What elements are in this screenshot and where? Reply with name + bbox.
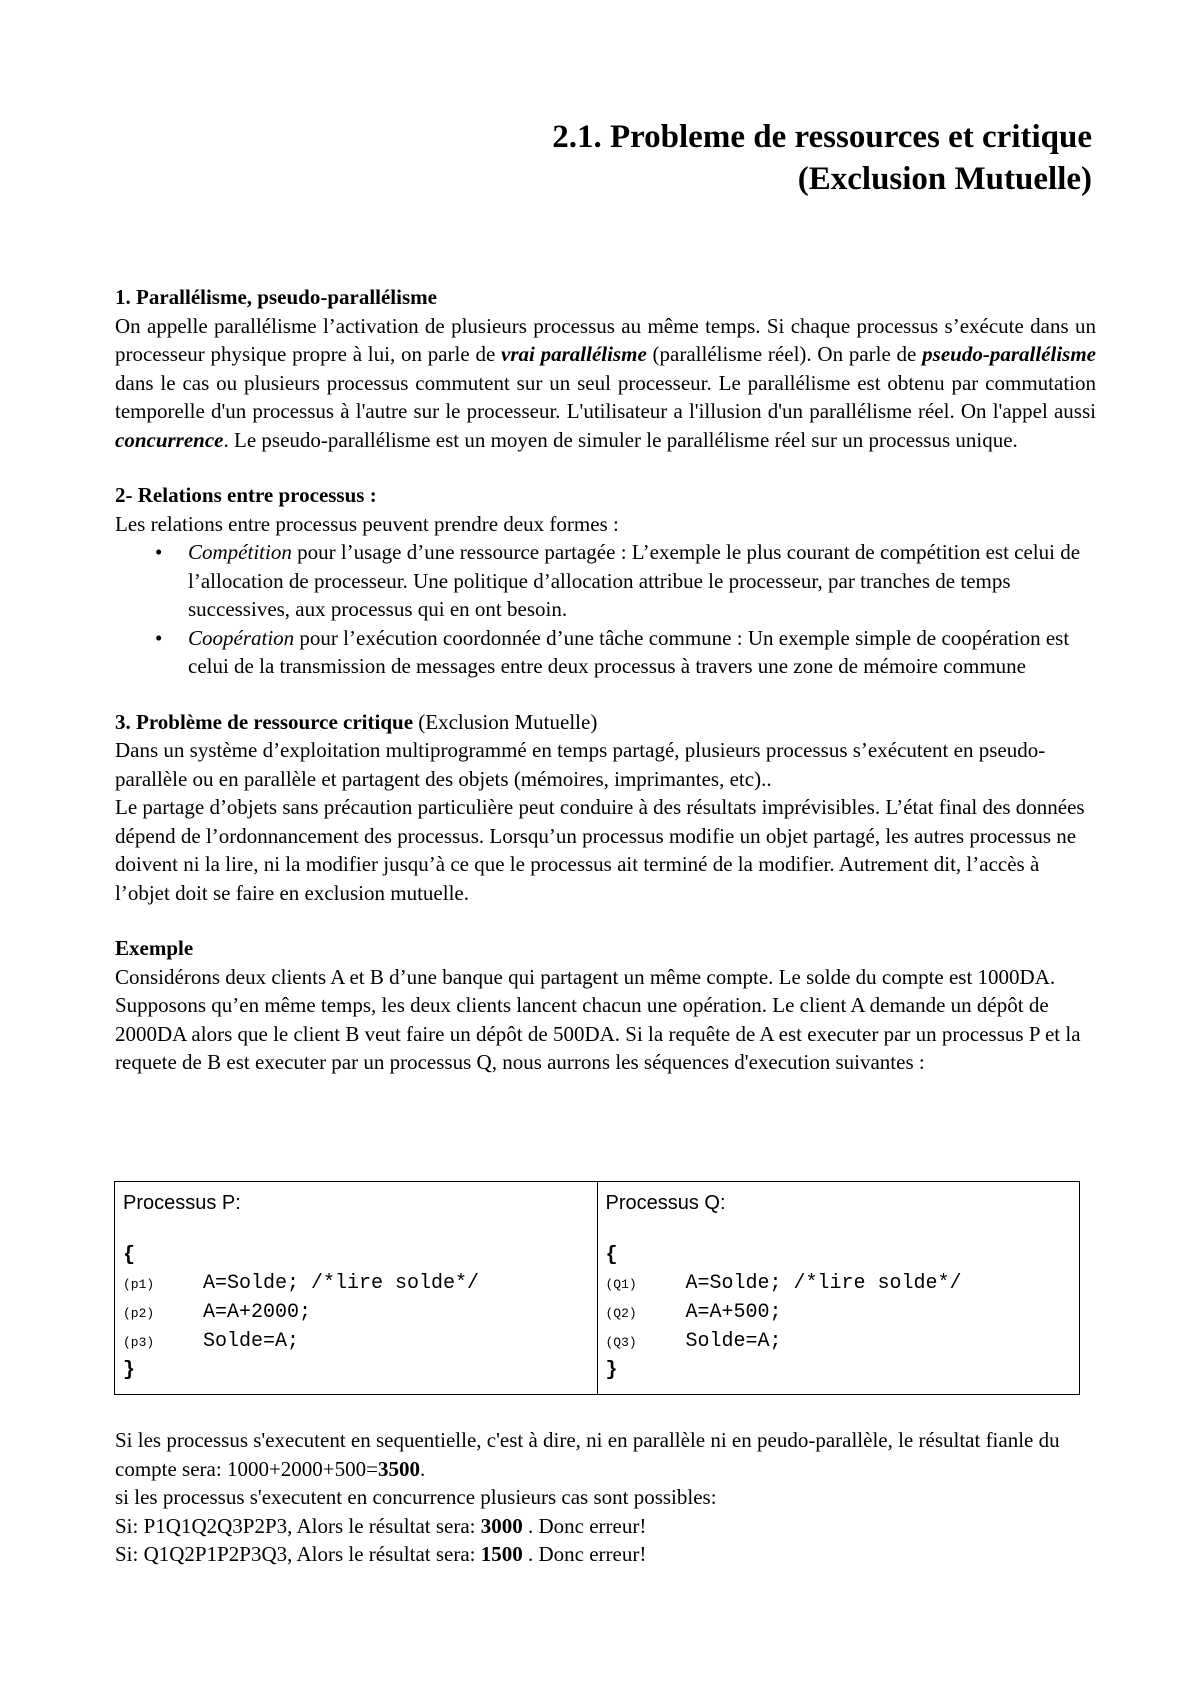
code-text: A=Solde; /*lire solde*/ bbox=[685, 1272, 962, 1295]
list-item bbox=[115, 624, 1096, 681]
text-span: Si les processus s'executent en sequentielle, c'est à dire, ni en parallèle ni en peudo-parallèle, le résultat fianle du compte sera: 1000+2000+500= bbox=[115, 1428, 1060, 1481]
section-ressource-critique bbox=[115, 708, 1096, 908]
section-heading: 1. Parallélisme, pseudo-parallélisme bbox=[115, 285, 437, 309]
text-span: Si: P1Q1Q2Q3P2P3, Alors le résultat sera: bbox=[115, 1513, 481, 1538]
code-column-p bbox=[115, 1182, 597, 1394]
code-table bbox=[114, 1181, 1080, 1395]
code-line bbox=[606, 1328, 1072, 1357]
list-item bbox=[115, 538, 1096, 624]
code-label: (Q2) bbox=[605, 1306, 637, 1321]
code-line bbox=[123, 1328, 589, 1357]
section-parallelisme bbox=[115, 283, 1096, 454]
list-text: pour l’exécution coordonnée d’une tâche commune : Un exemple simple de coopération est celui de la transmission de messages entre deux processus à travers une zone de mémoire commune bbox=[188, 625, 1070, 678]
sequential-result bbox=[115, 1426, 1096, 1483]
title-line-2: (Exclusion Mutuelle) bbox=[797, 161, 1092, 197]
title-line-1: 2.1. Probleme de ressources et critique bbox=[552, 119, 1092, 155]
section-relations bbox=[115, 481, 1096, 681]
section-paragraph: Le partage d’objets sans précaution particulière peut conduire à des résultats imprévisibles. L’état final des données dépend de l’ordonnancement des processus. Lorsqu’un processus modifie un objet partagé, les autres processus ne doivent ni la lire, ni la modifier jusqu’à ce que le processus ait terminé de la modifier. Autrement dit, l’accès à l’objet doit se faire en exclusion mutuelle. bbox=[115, 795, 1085, 905]
code-line bbox=[123, 1270, 589, 1299]
section-intro: Les relations entre processus peuvent prendre deux formes : bbox=[115, 511, 619, 536]
code-column-q bbox=[597, 1182, 1080, 1394]
page-title bbox=[552, 116, 1092, 200]
code-close-brace: } bbox=[605, 1359, 618, 1382]
emphasis-term: vrai parallélisme bbox=[501, 342, 647, 366]
bullet-icon: • bbox=[155, 625, 163, 650]
section-heading-suffix: (Exclusion Mutuelle) bbox=[413, 709, 598, 734]
text-span: On appelle parallélisme l’activation de plusieurs processus au même temps. Si chaque processus s’exécute dans un processeur physique propre à lui, on parle de bbox=[115, 313, 1096, 366]
code-line bbox=[606, 1299, 1072, 1328]
code-text: Solde=A; bbox=[203, 1330, 300, 1353]
text-span: . Le pseudo-parallélisme est un moyen de simuler le parallélisme réel sur un processus unique. bbox=[223, 427, 1018, 452]
text-span: . bbox=[419, 1456, 426, 1481]
code-line bbox=[123, 1299, 589, 1328]
section-heading: Exemple bbox=[115, 936, 194, 960]
code-label: (p2) bbox=[123, 1306, 155, 1321]
list-term: Compétition bbox=[188, 540, 292, 564]
emphasis-term: concurrence bbox=[115, 427, 224, 452]
result-value: 1500 bbox=[480, 1542, 523, 1566]
section-heading: 3. Problème de ressource critique bbox=[115, 709, 414, 734]
bullet-icon: • bbox=[155, 540, 163, 564]
section-paragraph: Considérons deux clients A et B d’une banque qui partagent un même compte. Le solde du compte est 1000DA. Supposons qu’en même temps, les deux clients lancent chacun une opération. Le client A demande un dépôt de 2000DA alors que le client B veut faire un dépôt de 500DA. Si la requête de A est executer par un processus P et la requete de B est executer par un processus Q, nous aurrons les séquences d'execution suivantes : bbox=[115, 964, 1081, 1074]
section-heading-row bbox=[115, 708, 1096, 737]
section-heading: 2- Relations entre processus : bbox=[115, 483, 377, 507]
code-text: A=A+2000; bbox=[203, 1301, 312, 1324]
code-label: (Q1) bbox=[605, 1277, 637, 1292]
code-label: (p3) bbox=[123, 1335, 155, 1350]
code-text: A=Solde; /*lire solde*/ bbox=[203, 1272, 480, 1295]
code-open-brace: { bbox=[123, 1244, 136, 1267]
concurrence-intro: si les processus s'executent en concurrence plusieurs cas sont possibles: bbox=[115, 1485, 717, 1509]
relations-list bbox=[115, 538, 1096, 681]
results-section bbox=[115, 1426, 1096, 1569]
result-value: 3000 bbox=[480, 1513, 523, 1538]
code-text: A=A+500; bbox=[685, 1301, 782, 1324]
code-open-brace: { bbox=[605, 1244, 618, 1267]
emphasis-term: pseudo-parallélisme bbox=[922, 342, 1096, 366]
code-line bbox=[606, 1270, 1072, 1299]
text-span: . Donc erreur! bbox=[522, 1542, 647, 1566]
list-text: pour l’usage d’une ressource partagée : L’exemple le plus courant de compétition est celui de l’allocation de processeur. Une politique d’allocation attribue le processeur, par tranches de temps successives, aux processus qui en ont besoin. bbox=[188, 540, 1081, 621]
code-header: Processus Q: bbox=[605, 1192, 726, 1214]
main-content bbox=[115, 283, 1096, 1077]
code-label: (Q3) bbox=[605, 1335, 637, 1350]
section-paragraph bbox=[115, 312, 1096, 455]
code-text: Solde=A; bbox=[685, 1330, 782, 1353]
section-exemple bbox=[115, 934, 1096, 1077]
case-line bbox=[115, 1540, 1096, 1569]
text-span: . Donc erreur! bbox=[522, 1513, 647, 1538]
code-label: (p1) bbox=[123, 1277, 155, 1292]
result-value: 3500 bbox=[377, 1456, 420, 1481]
case-line bbox=[115, 1512, 1096, 1541]
text-span: dans le cas ou plusieurs processus commutent sur un seul processeur. Le parallélisme est obtenu par commutation temporelle d'un processus à l'autre sur le processeur. L'utilisateur a l'illusion d'un parallélisme réel. On l'appel aussi bbox=[115, 370, 1096, 423]
code-header: Processus P: bbox=[123, 1192, 241, 1214]
list-term: Coopération bbox=[188, 625, 295, 650]
text-span: (parallélisme réel). On parle de bbox=[646, 342, 923, 366]
text-span: Si: Q1Q2P1P2P3Q3, Alors le résultat sera: bbox=[115, 1542, 481, 1566]
section-paragraph: Dans un système d’exploitation multiprogrammé en temps partagé, plusieurs processus s’exécutent en pseudo-parallèle ou en parallèle et partagent des objets (mémoires, imprimantes, etc).. bbox=[115, 738, 1046, 791]
code-close-brace: } bbox=[123, 1359, 136, 1382]
